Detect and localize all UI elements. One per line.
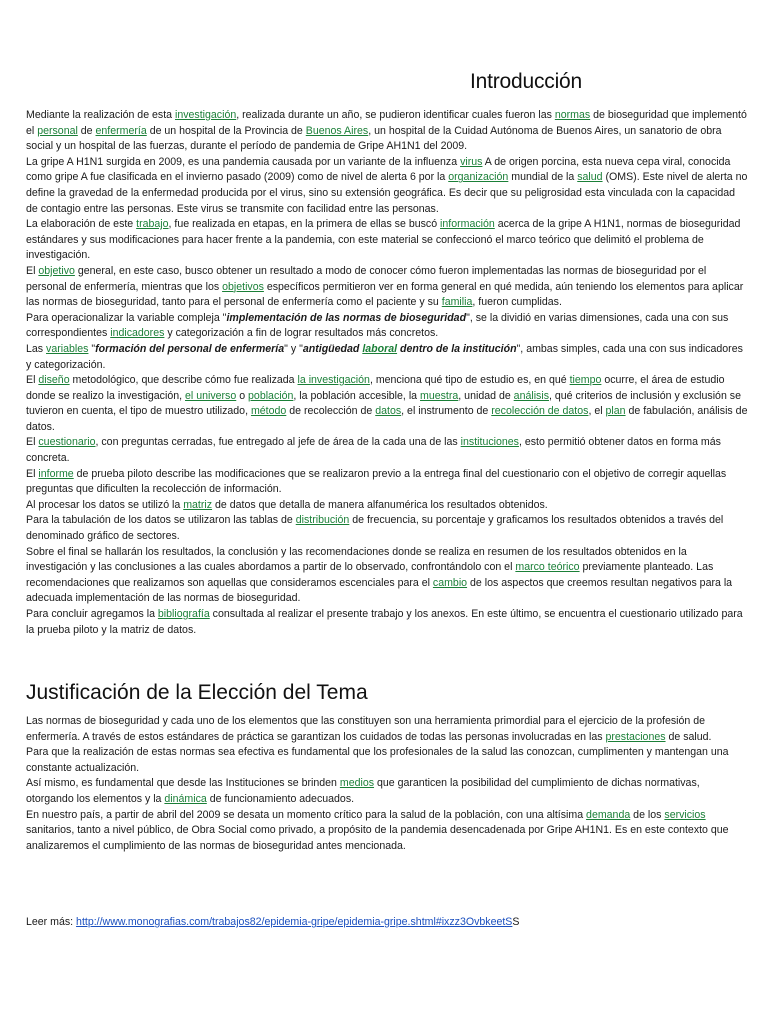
read-more-label: Leer más: xyxy=(26,916,77,928)
emphasis-text: antigüedad xyxy=(302,342,363,355)
link-marco-teorico[interactable]: marco teórico xyxy=(515,561,580,574)
link-objetivos[interactable]: objetivos xyxy=(222,280,264,293)
paragraph xyxy=(26,264,748,311)
link-laboral[interactable]: laboral xyxy=(362,342,398,355)
body-text: Mediante la realización de esta xyxy=(26,109,175,121)
paragraph xyxy=(26,808,748,855)
link-recoleccion-de-datos[interactable]: recolección de datos xyxy=(491,405,589,418)
link-prestaciones[interactable]: prestaciones xyxy=(605,730,666,743)
body-text: Las xyxy=(26,342,47,355)
body-text: A de origen porcina, esta nueva cepa viral, conocida como gripe A fue clasificada en el invierno pasado (2009) como de nivel de alerta 6 por la xyxy=(26,155,731,184)
link-informe[interactable]: informe xyxy=(38,467,74,480)
body-text: de salud. xyxy=(665,730,712,743)
body-text: , la población accesible, la xyxy=(293,389,421,402)
body-text: acerca de la gripe A H1N1, normas de bioseguridad estándares y sus modificaciones para hacer frente a la pandemia, con este material se confeccionó el marco teórico que delimitó el problema de investigación. xyxy=(26,218,741,262)
paragraph xyxy=(26,373,748,435)
body-text: , el instrumento de xyxy=(401,405,492,418)
body-text: de funcionamiento adecuados. xyxy=(206,792,355,805)
link-analisis[interactable]: análisis xyxy=(513,389,550,402)
body-text: general, en este caso, busco obtener un resultado a modo de conocer cómo fueron implementadas las normas de bioseguridad por el personal de enfermería, mientras que los xyxy=(26,264,707,293)
body-text: , con preguntas cerradas, fue entregado al jefe de área de la cada una de las xyxy=(95,436,461,449)
body-text: , un hospital de la Cuidad Autónoma de Buenos Aires, un sanatorio de obra social y un hospital de las fuerzas, durante el período de pandemia de Gripe AH1N1 del 2009. xyxy=(26,124,722,153)
body-text: Así mismo, es fundamental que desde las Instituciones se brinden xyxy=(26,777,340,790)
link-el-universo[interactable]: el universo xyxy=(185,389,237,402)
link-datos[interactable]: datos xyxy=(375,405,402,418)
link-la-investigacion[interactable]: la investigación xyxy=(297,374,370,387)
body-text: de recolección de xyxy=(286,405,376,418)
link-variables[interactable]: variables xyxy=(46,342,89,355)
footer-suffix: S xyxy=(512,916,520,928)
link-distribucion[interactable]: distribución xyxy=(295,514,350,527)
body-text: Las normas de bioseguridad y cada uno de los elementos que las constituyen son una herramienta primordial para el ejercicio de la profesión de enfermería. A través de estos estándares de práctica se garantizan los cuidados de todas las personas involucradas en las xyxy=(26,715,705,743)
emphasis-text: dentro de la institución xyxy=(397,342,517,355)
body-text: El xyxy=(26,436,39,449)
link-demanda[interactable]: demanda xyxy=(586,808,631,821)
body-text: La elaboración de este xyxy=(26,218,137,231)
body-text: ", ambas simples, cada una con sus indicadores y categorización. xyxy=(26,342,743,371)
link-salud[interactable]: salud xyxy=(577,171,603,184)
link-buenos-aires[interactable]: Buenos Aires xyxy=(305,124,369,137)
paragraph xyxy=(26,342,748,373)
body-text: de fabulación, análisis de datos. xyxy=(26,405,748,433)
paragraph xyxy=(26,108,748,155)
paragraph xyxy=(26,155,748,217)
body-text: El xyxy=(26,374,39,387)
body-text: Para operacionalizar la variable compleja " xyxy=(26,311,227,324)
body-text: sanitarios, tanto a nivel público, de Obra Social como privado, a propósito de la pandemia desencadenada por Gripe AH1N1. Es en este contexto que analizaremos el cumplimiento de las normas de bioseguridad antes mencionada. xyxy=(26,824,729,852)
body-text: , fue realizada en etapas, en la primera de ellas se buscó xyxy=(168,218,441,231)
emphasis-text: formación del personal de enfermería xyxy=(95,342,285,355)
intro-body xyxy=(26,108,748,638)
body-text: , esto permitió obtener datos en forma más concreta. xyxy=(26,436,721,465)
body-text: La gripe A H1N1 surgida en 2009, es una pandemia causada por un variante de la influenza xyxy=(26,155,461,168)
read-more-footer xyxy=(26,915,519,930)
emphasis-text: implementación de las normas de bioseguridad xyxy=(226,311,467,324)
paragraph xyxy=(26,607,748,638)
link-informacion[interactable]: información xyxy=(440,218,495,231)
link-metodo[interactable]: método xyxy=(250,405,287,418)
justification-title: Justificación de la Elección del Tema xyxy=(26,681,368,704)
body-text: ocurre, el área de estudio donde se realizo la investigación, xyxy=(26,374,725,402)
body-text: de un hospital de la Provincia de xyxy=(146,124,306,137)
paragraph xyxy=(26,513,748,544)
link-poblacion[interactable]: población xyxy=(248,389,294,402)
body-text: El xyxy=(26,467,39,480)
paragraph xyxy=(26,311,748,342)
body-text: ", se la dividió en varias dimensiones, cada una con sus correspondientes xyxy=(26,311,729,340)
body-text: , realizada durante un año, se pudieron identificar cuales fueron las xyxy=(236,109,555,121)
body-text: " y " xyxy=(284,342,303,355)
body-text: , menciona qué tipo de estudio es, en qué xyxy=(369,374,570,387)
body-text: Sobre el final se hallarán los resultados, la conclusión y las recomendaciones donde se realiza en resumen de los resultados obtenidos en la investigación y las conclusiones a las cuales abordamos a partir de lo observado, confrontándolo con el xyxy=(26,545,687,574)
link-dinamica[interactable]: dinámica xyxy=(164,792,207,805)
link-tiempo[interactable]: tiempo xyxy=(569,374,602,387)
intro-title: Introducción xyxy=(470,70,583,93)
body-text: de datos que detalla de manera alfanumérica los resultados obtenidos. xyxy=(212,498,548,511)
body-text: (OMS). Este nivel de alerta no define la gravedad de la enfermedad producida por el virus, sino su extensión geográfica. Es decir que su peligrosidad esta vinculada con la capacidad de contagio entre las personas. Este virus se transmite con facilidad entre las personas. xyxy=(26,171,748,215)
source-link[interactable]: http://www.monografias.com/trabajos82/epidemia-gripe/epidemia-gripe.shtml#ixzz3OvbkeetS xyxy=(76,916,513,928)
body-text: En nuestro país, a partir de abril del 2009 se desata un momento crítico para la salud de la población, con una altísima xyxy=(26,808,587,821)
paragraph xyxy=(26,435,748,466)
body-text: previamente planteado. Las recomendaciones que realizamos son aquellas que consideramos escenciales para el xyxy=(26,561,714,589)
body-text: Al procesar los datos se utilizó la xyxy=(26,498,184,511)
body-text: metodológico, que describe cómo fue realizada xyxy=(69,374,298,387)
paragraph xyxy=(26,217,748,264)
link-instituciones[interactable]: instituciones xyxy=(460,436,519,449)
paragraph xyxy=(26,498,748,514)
link-plan[interactable]: plan xyxy=(605,405,626,418)
link-normas[interactable]: normas xyxy=(554,109,591,121)
body-text: específicos permitieron ver en forma general en qué medida, aún teniendo los elementos para aplicar las normas de bioseguridad, tanto para el personal de enfermería como el paciente y su xyxy=(26,280,744,309)
link-diseno[interactable]: diseño xyxy=(38,374,70,387)
paragraph xyxy=(26,545,748,607)
link-muestra[interactable]: muestra xyxy=(420,389,459,402)
link-organizacion[interactable]: organización xyxy=(448,171,509,184)
body-text: de frecuencia, su porcentaje y graficamos los resultados obtenidos a través del denominado gráfico de sectores. xyxy=(26,514,724,543)
body-text: mundial de la xyxy=(508,171,578,184)
body-text: Para concluir agregamos la xyxy=(26,608,158,620)
body-text: El xyxy=(26,264,39,277)
body-text: de xyxy=(77,124,96,137)
link-investigacion[interactable]: investigación xyxy=(175,109,237,121)
link-virus[interactable]: virus xyxy=(460,155,483,168)
body-text: o xyxy=(236,389,249,402)
body-text: Para la tabulación de los datos se utilizaron las tablas de xyxy=(26,514,296,527)
link-cuestionario[interactable]: cuestionario xyxy=(38,436,96,449)
body-text: que garanticen la posibilidad del cumplimiento de dichas normativas, otorgando los elementos y la xyxy=(26,777,700,805)
body-text: de los xyxy=(630,808,665,821)
body-text: " xyxy=(88,342,96,355)
paragraph xyxy=(26,714,748,745)
link-familia[interactable]: familia xyxy=(441,296,473,309)
body-text: de prueba piloto describe las modificaciones que se realizaron previo a la entrega final del cuestionario con el objetivo de corregir aquellas preguntas que dificulten la recolección de información. xyxy=(26,467,727,496)
body-text: consultada al realizar el presente trabajo y los anexos. En este último, se encuentra el cuestionario utilizado para la prueba piloto y la matriz de datos. xyxy=(26,608,743,636)
body-text: Para que la realización de estas normas sea efectiva es fundamental que los profesionales de la salud las conozcan, cumplimenten y mantengan una constante actualización. xyxy=(26,746,729,774)
link-trabajo[interactable]: trabajo xyxy=(136,218,169,231)
body-text: y categorización a fin de lograr resultados más concretos. xyxy=(164,327,439,340)
paragraph xyxy=(26,776,748,807)
body-text: , fueron cumplidas. xyxy=(472,296,562,309)
body-text: , el xyxy=(588,405,606,418)
link-bibliografia[interactable]: bibliografía xyxy=(157,608,210,620)
link-objetivo[interactable]: objetivo xyxy=(38,264,75,277)
link-personal[interactable]: personal xyxy=(37,124,78,137)
body-text: , qué criterios de inclusión y exclusión se tuvieron en cuenta, el tipo de muestro utilizado, xyxy=(26,389,741,418)
link-medios[interactable]: medios xyxy=(339,777,375,790)
link-matriz[interactable]: matriz xyxy=(183,498,213,511)
link-indicadores[interactable]: indicadores xyxy=(110,327,165,340)
body-text: de los aspectos que creemos resultan negativos para la adecuada implementación de las normas de bioseguridad. xyxy=(26,576,733,605)
body-text: , unidad de xyxy=(458,389,514,402)
link-cambio[interactable]: cambio xyxy=(432,576,468,589)
justification-body xyxy=(26,714,748,854)
paragraph xyxy=(26,467,748,498)
body-text: de bioseguridad que implementó el xyxy=(26,109,747,137)
paragraph xyxy=(26,745,748,776)
link-enfermeria[interactable]: enfermería xyxy=(95,124,147,137)
link-servicios[interactable]: servicios xyxy=(664,808,706,821)
